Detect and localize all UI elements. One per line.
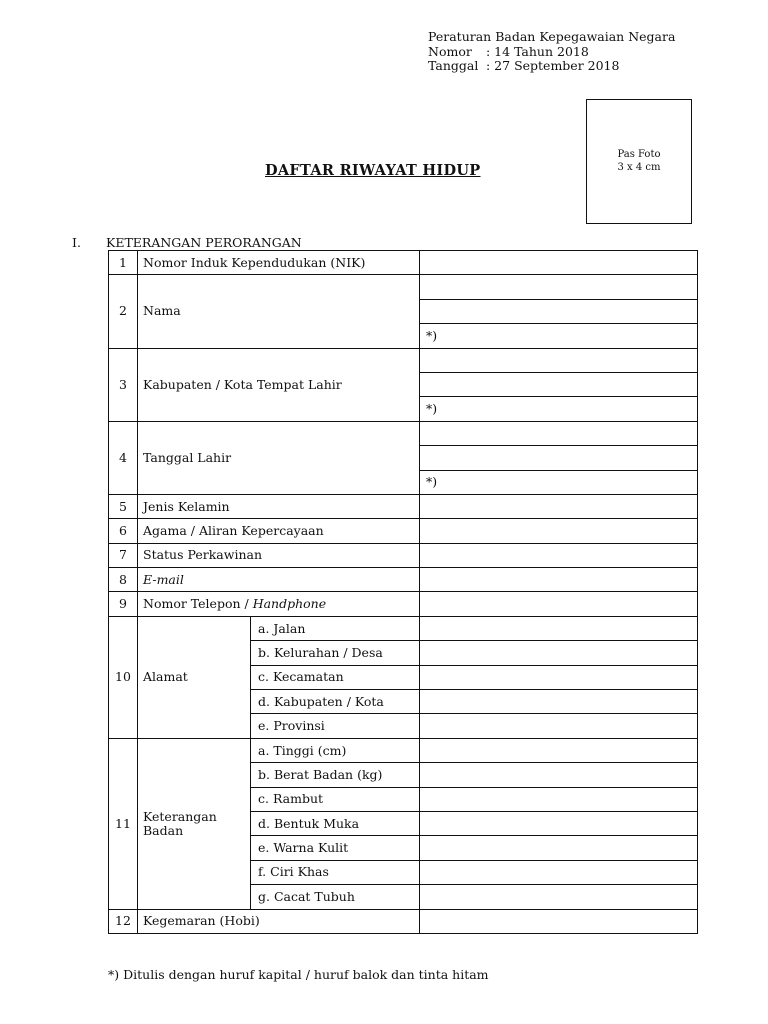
field-tempat-lahir-1[interactable]	[420, 348, 698, 372]
field-bentuk-muka[interactable]	[420, 811, 698, 835]
field-telepon[interactable]	[420, 592, 698, 616]
row-label-nik: Nomor Induk Kependudukan (NIK)	[138, 251, 420, 275]
table-row	[109, 494, 698, 518]
sub-label-bentuk-muka: d. Bentuk Muka	[251, 811, 420, 835]
photo-size: 3 x 4 cm	[617, 162, 661, 173]
field-nama-1[interactable]	[420, 275, 698, 299]
row-label-alamat: Alamat	[138, 616, 251, 738]
photo-box	[586, 99, 692, 224]
telepon-label-text: Nomor Telepon /	[143, 596, 253, 612]
sub-label-ciri-khas: f. Ciri Khas	[251, 860, 420, 884]
field-rambut[interactable]	[420, 787, 698, 811]
field-tanggal-lahir-1[interactable]	[420, 421, 698, 445]
field-kecamatan[interactable]	[420, 665, 698, 689]
table-row	[109, 543, 698, 567]
field-agama[interactable]	[420, 519, 698, 543]
table-row	[109, 909, 698, 933]
field-nama-2[interactable]	[420, 299, 698, 323]
row-label-tanggal-lahir: Tanggal Lahir	[138, 421, 420, 494]
sub-label-rambut: c. Rambut	[251, 787, 420, 811]
row-number: 3	[109, 348, 138, 421]
table-row	[109, 275, 698, 299]
sub-label-kelurahan: b. Kelurahan / Desa	[251, 641, 420, 665]
row-number: 11	[109, 738, 138, 909]
sub-label-cacat-tubuh: g. Cacat Tubuh	[251, 885, 420, 909]
table-row	[109, 421, 698, 445]
field-tanggal-lahir-2[interactable]	[420, 446, 698, 470]
field-tanggal-lahir-3[interactable]: *)	[420, 470, 698, 494]
field-warna-kulit[interactable]	[420, 836, 698, 860]
row-number: 6	[109, 519, 138, 543]
table-row	[109, 348, 698, 372]
field-ciri-khas[interactable]	[420, 860, 698, 884]
field-jenis-kelamin[interactable]	[420, 494, 698, 518]
row-label-keterangan-badan: Keterangan Badan	[138, 738, 251, 909]
field-nama-3[interactable]: *)	[420, 324, 698, 348]
table-row	[109, 616, 698, 640]
sub-label-berat: b. Berat Badan (kg)	[251, 763, 420, 787]
tanggal-label: Tanggal	[428, 58, 479, 73]
row-number: 1	[109, 251, 138, 275]
row-label-tempat-lahir: Kabupaten / Kota Tempat Lahir	[138, 348, 420, 421]
row-label-email: E-mail	[138, 568, 420, 592]
field-jalan[interactable]	[420, 616, 698, 640]
row-number: 5	[109, 494, 138, 518]
row-label-jenis-kelamin: Jenis Kelamin	[138, 494, 420, 518]
row-label-agama: Agama / Aliran Kepercayaan	[138, 519, 420, 543]
field-kabupaten[interactable]	[420, 690, 698, 714]
photo-label: Pas Foto	[617, 149, 661, 160]
field-provinsi[interactable]	[420, 714, 698, 738]
sub-label-kecamatan: c. Kecamatan	[251, 665, 420, 689]
field-email[interactable]	[420, 568, 698, 592]
sub-label-jalan: a. Jalan	[251, 616, 420, 640]
field-tinggi[interactable]	[420, 738, 698, 762]
table-row	[109, 519, 698, 543]
regulation-nomor	[428, 45, 675, 60]
section-heading	[72, 235, 302, 250]
row-number: 4	[109, 421, 138, 494]
table-row	[109, 251, 698, 275]
page-title: DAFTAR RIWAYAT HIDUP	[265, 162, 481, 179]
field-nik[interactable]	[420, 251, 698, 275]
sub-label-kabupaten: d. Kabupaten / Kota	[251, 690, 420, 714]
sub-label-tinggi: a. Tinggi (cm)	[251, 738, 420, 762]
field-tempat-lahir-3[interactable]: *)	[420, 397, 698, 421]
section-number: I.	[72, 235, 81, 250]
footnote: *) Ditulis dengan huruf kapital / huruf balok dan tinta hitam	[108, 967, 489, 982]
row-label-nama: Nama	[138, 275, 420, 348]
table-row	[109, 568, 698, 592]
personal-info-table	[108, 250, 698, 934]
row-number: 2	[109, 275, 138, 348]
nomor-label: Nomor	[428, 43, 472, 59]
row-number: 9	[109, 592, 138, 616]
table-row	[109, 738, 698, 762]
regulation-reference	[428, 30, 675, 74]
row-label-hobi: Kegemaran (Hobi)	[138, 909, 420, 933]
sub-label-warna-kulit: e. Warna Kulit	[251, 836, 420, 860]
tanggal-value: : 27 September 2018	[486, 58, 620, 73]
row-number: 10	[109, 616, 138, 738]
field-kelurahan[interactable]	[420, 641, 698, 665]
field-tempat-lahir-2[interactable]	[420, 372, 698, 396]
row-number: 7	[109, 543, 138, 567]
field-hobi[interactable]	[420, 909, 698, 933]
field-berat[interactable]	[420, 763, 698, 787]
regulation-tanggal	[428, 59, 675, 74]
table-row	[109, 592, 698, 616]
row-label-status-perkawinan: Status Perkawinan	[138, 543, 420, 567]
regulation-name: Peraturan Badan Kepegawaian Negara	[428, 29, 676, 44]
row-number: 12	[109, 909, 138, 933]
telepon-label-italic: Handphone	[252, 596, 327, 612]
row-number: 8	[109, 568, 138, 592]
field-cacat-tubuh[interactable]	[420, 885, 698, 909]
sub-label-provinsi: e. Provinsi	[251, 714, 420, 738]
section-title: KETERANGAN PERORANGAN	[106, 235, 302, 250]
nomor-value: : 14 Tahun 2018	[486, 43, 589, 59]
field-status-perkawinan[interactable]	[420, 543, 698, 567]
row-label-telepon	[138, 592, 420, 616]
